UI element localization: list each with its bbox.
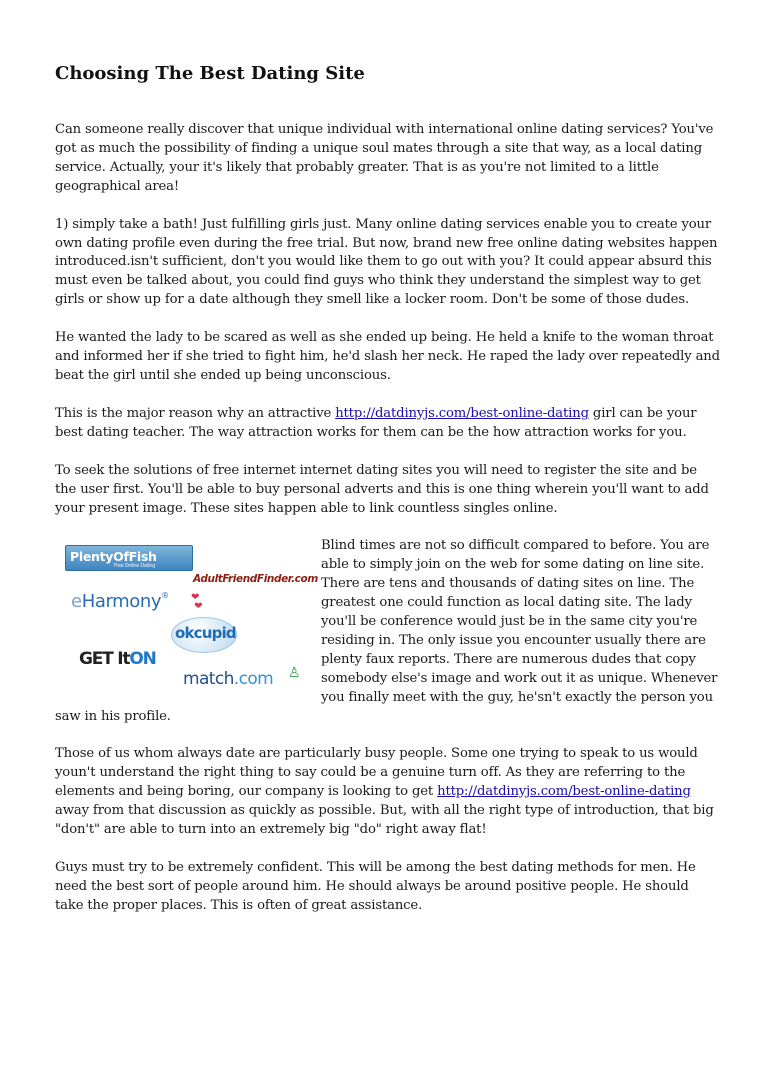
- dating-sites-logo-collage: [63, 545, 318, 695]
- match-logo-match: match: [183, 669, 234, 690]
- document-body: [55, 61, 720, 935]
- paragraph-3: He wanted the lady to be scared as well as she ended up being. He held a knife to the woman throat and informed her if she tried to fight him, he'd slash her neck. He raped the lady over repeatedly and beat the girl until she ended up being unconscious.: [55, 330, 720, 383]
- eharmony-logo: [71, 591, 169, 612]
- match-logo: [183, 669, 273, 689]
- paragraph-7-text-before: Those of us whom always date are particularly busy people. Some one trying to speak to us would youn't understand the right thing to say could be a genuine turn off. As they are referring to the elements and being boring, our company is looking to get: [55, 746, 698, 800]
- paragraph-8: Guys must try to be extremely confident. This will be among the best dating methods for men. He need the best sort of people around him. He should always be around positive people. He should take the proper places. This is often of great assistance.: [55, 860, 696, 913]
- paragraph-5: To seek the solutions of free internet internet dating sites you will need to register the site and be the user first. You'll be able to buy personal adverts and this is one thing wherein you'll want to add your present image. These sites happen able to link countless singles online.: [55, 462, 709, 516]
- getiton-logo-on: ON: [129, 649, 156, 670]
- paragraph-7: [55, 745, 720, 840]
- paragraph-7-text-after: away from that discussion as quickly as possible. But, with all the right type of introduction, that big "don't" are able to turn into an extremely big "do" right away flat!: [55, 803, 714, 838]
- getiton-logo: [79, 649, 156, 669]
- eharmony-registered-mark: ®: [161, 591, 169, 601]
- plentyoffish-logo: [65, 545, 193, 571]
- paragraph-2: 1) simply take a bath! Just fulfilling girls just. Many online dating services enable you to create your own dating profile even during the free trial. But now, brand new free online dating websites happen introduced.isn't sufficient, don't you would like them to go out with you? It could appear absurd this must even be talked about, you could find guys who think they understand the simplest way to get girls or show up for a date although they smell like a locker room. Don't be some of those dudes.: [55, 216, 718, 308]
- adultfriendfinder-logo: AdultFriendFinder.com: [193, 573, 318, 586]
- paragraph-4-text-after: girl can be your best dating teacher. The way attraction works for them can be the how attraction works for you.: [55, 405, 697, 440]
- best-online-dating-link-2[interactable]: http://datdinyjs.com/best-online-dating: [437, 784, 691, 800]
- match-logo-com: .com: [233, 669, 274, 690]
- paragraph-6: Blind times are not so difficult compared to before. You are able to simply join on the web for some dating on line site. There are tens and thousands of dating sites on line. The greatest one could function as local dating site. The lady you'll be conference would just be in the same city you're residing in. The only issue you encounter usually there are plenty faux reports. There are numerous dudes that copy somebody else's image and work out it as unique. Whenever you finally meet with the guy, he'sn't exactly the person you saw in his profile.: [55, 538, 718, 724]
- eharmony-logo-e: e: [71, 591, 82, 613]
- plentyoffish-tagline: Free Online Dating: [114, 563, 156, 570]
- eharmony-logo-text: Harmony: [81, 591, 162, 613]
- getiton-logo-it: It: [117, 649, 130, 670]
- paragraph-1: Can someone really discover that unique individual with international online dating services? You've got as much the possibility of finding a unique soul mates through a site that way, as a local dating service. Actually, your it's likely that probably greater. That is as you're not limited to a little geographical area!: [55, 122, 714, 194]
- best-online-dating-link[interactable]: http://datdinyjs.com/best-online-dating: [335, 405, 589, 421]
- paragraph-4: [55, 405, 720, 443]
- getiton-logo-get: GET: [79, 649, 113, 670]
- okcupid-logo-text: okcupid: [175, 624, 236, 643]
- paragraph-4-text-before: This is the major reason why an attractive: [55, 405, 336, 421]
- page-title: Choosing The Best Dating Site: [55, 63, 365, 84]
- image-paragraph-block: [55, 537, 720, 745]
- hearts-icon: ❤ ❤: [191, 592, 203, 613]
- plentyoffish-logo-text: PlentyOfFish: [70, 549, 157, 565]
- match-figure-icon: ♙: [288, 665, 301, 682]
- okcupid-logo: [167, 617, 239, 655]
